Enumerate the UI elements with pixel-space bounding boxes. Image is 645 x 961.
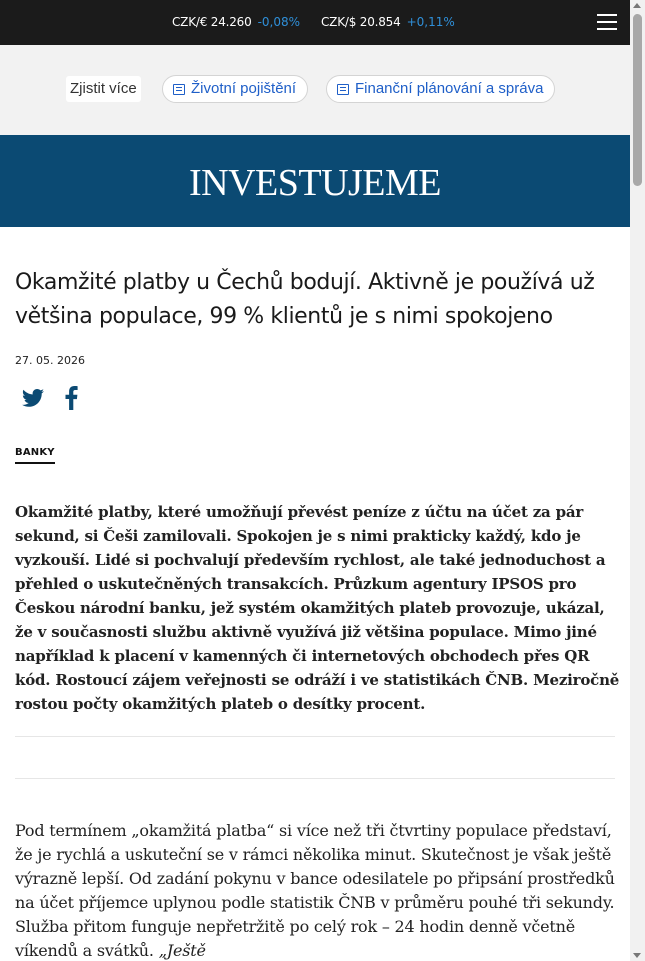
document-icon <box>173 84 185 95</box>
document-icon <box>337 84 349 95</box>
life-insurance-link[interactable] <box>162 75 308 103</box>
article-perex: Okamžité platby, které umožňují převést peníze z účtu na účet za pár sekund, si Češi zamilovali. Spokojen je s nimi prakticky každý, kdo je vyzkouší. Lidé si pochvalují především rychlost, ale také jednoduchost a přehled o uskutečněných transakcích. Průzkum agentury IPSOS pro Českou národní banku, jež systém okamžitých plateb provozuje, ukázal, že v současnosti službu aktivně využívá již většina populace. Mimo jiné například k placení v kamenných či internetových obchodech přes QR kód. Rostoucí zájem veřejnosti se odráží i ve statistikách ČNB. Meziročně rostou počty okamžitých plateb o desítky procent. <box>15 503 620 713</box>
body-quote-start: „Ještě <box>158 941 206 960</box>
ticker-eur-change: -0,08% <box>257 15 301 29</box>
divider <box>15 736 615 737</box>
scrollbar-thumb[interactable] <box>633 14 642 186</box>
hamburger-line <box>597 28 617 30</box>
learn-more-label: Zjistit více <box>66 76 141 102</box>
scroll-down-arrow-icon[interactable] <box>633 953 641 958</box>
currency-ticker-bar <box>0 0 630 45</box>
brand-logo[interactable]: INVESTUJEME <box>188 162 442 204</box>
ticker-eur-rate: CZK/€ 24.260 <box>172 15 252 29</box>
ticker-item-usd[interactable] <box>321 15 455 29</box>
ticker-item-eur[interactable] <box>172 15 300 29</box>
page-scrollbar[interactable] <box>630 0 645 961</box>
category-tag[interactable]: BANKY <box>15 447 55 464</box>
share-twitter-button[interactable] <box>21 386 45 410</box>
ticker-usd-change: +0,11% <box>406 15 455 29</box>
article-date: 27. 05. 2026 <box>15 354 85 367</box>
hamburger-icon[interactable] <box>597 13 617 31</box>
life-insurance-label: Životní pojištění <box>191 80 297 97</box>
hamburger-line <box>597 14 617 16</box>
body-text: Pod termínem „okamžitá platba“ si více než tři čtvrtiny populace představí, že je rychlá a uskuteční se v rámci několika minut. Skutečnost je však ještě výrazně lepší. Od zadání pokynu v bance odesilatele po připsání prostředků na účet příjemce uplynou podle statistik ČNB v průměru pouhé tři sekundy. Služba přitom funguje nepřetržitě po celý rok – 24 hodin denně včetně víkendů a svátků. <box>15 821 615 960</box>
hamburger-line <box>597 21 617 23</box>
article-title: Okamžité platby u Čechů bodují. Aktivně je používá už většina populace, 99 % klientů je s nimi spokojeno <box>15 270 595 329</box>
divider <box>15 778 615 779</box>
facebook-icon <box>63 386 79 410</box>
twitter-icon <box>21 386 45 410</box>
scroll-up-arrow-icon[interactable] <box>633 3 641 8</box>
share-facebook-button[interactable] <box>63 386 79 410</box>
article-body-paragraph <box>15 819 621 961</box>
ticker-usd-rate: CZK/$ 20.854 <box>321 15 401 29</box>
financial-planning-label: Finanční plánování a správa <box>355 80 544 97</box>
brand-banner <box>0 135 630 227</box>
financial-planning-link[interactable] <box>326 75 555 103</box>
